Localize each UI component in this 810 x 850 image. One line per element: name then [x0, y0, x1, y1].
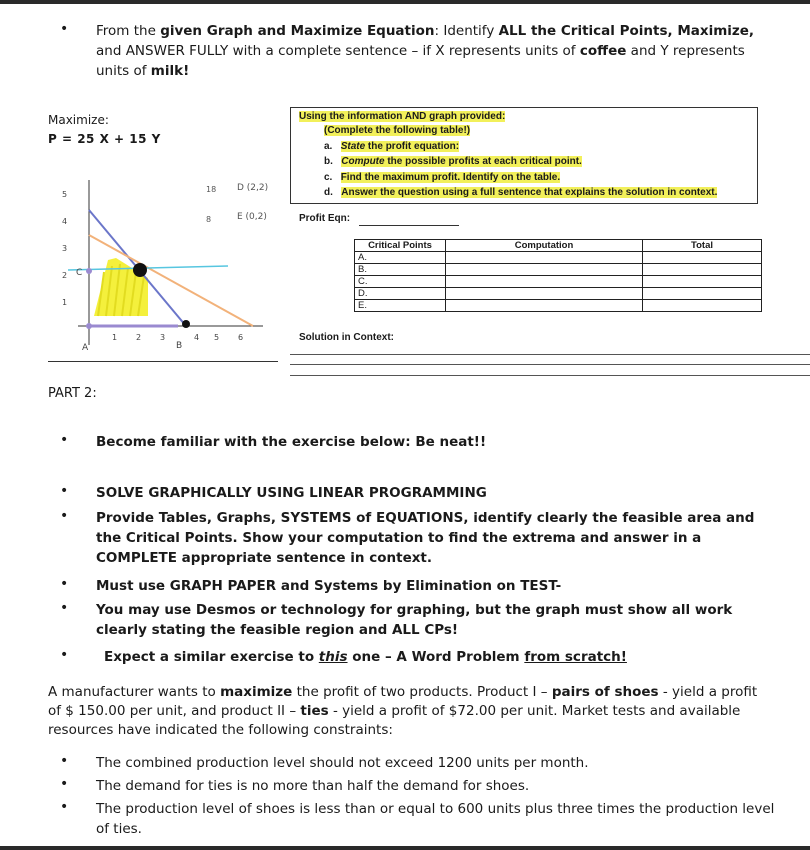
table-cell[interactable]: [446, 276, 643, 288]
column-header: Total: [643, 240, 762, 252]
x-tick: 6: [238, 333, 244, 342]
row-label: A.: [355, 252, 446, 264]
instructions-subtitle: (Complete the following table!): [324, 125, 471, 136]
x-tick: 5: [214, 333, 220, 342]
bullet: •: [60, 799, 69, 815]
y-tick: 3: [62, 244, 68, 253]
table-header-row: [355, 240, 762, 252]
y-tick: 4: [62, 217, 68, 226]
y-tick: 2: [62, 271, 68, 280]
column-header: Critical Points: [355, 240, 446, 252]
intro-text: : Identify: [434, 23, 499, 39]
x-tick: 3: [160, 333, 166, 342]
column-header: Computation: [446, 240, 643, 252]
table-cell[interactable]: [446, 264, 643, 276]
bullet: •: [60, 776, 69, 792]
graph-note: E (0,2): [237, 212, 267, 222]
bullet: •: [60, 21, 69, 37]
table-cell[interactable]: [643, 288, 762, 300]
graph-mark: 18: [206, 185, 217, 194]
bullet: •: [60, 647, 69, 663]
y-tick: 1: [62, 298, 68, 307]
intro-emphasis: ALL the Critical Points, Maximize,: [498, 23, 755, 39]
answer-line: [290, 354, 810, 355]
part2-heading: PART 2:: [48, 386, 97, 401]
intro-paragraph: [96, 21, 776, 81]
top-border: [0, 0, 810, 4]
row-label: D.: [355, 288, 446, 300]
answer-line: [290, 364, 810, 365]
x-tick: 4: [194, 333, 200, 342]
profit-eqn-blank: [359, 225, 459, 226]
divider: [48, 361, 278, 362]
critical-point: [86, 268, 92, 274]
instruction-d: d. Answer the question using a full sentence that explains the solution in context.: [324, 187, 718, 198]
table-row: [355, 252, 762, 264]
instruction-a: a. State the profit equation:: [324, 141, 460, 152]
intro-emphasis: given Graph and Maximize Equation: [160, 23, 435, 39]
lp-graph: [48, 170, 283, 360]
critical-points-table: [354, 239, 762, 312]
table-row: [355, 264, 762, 276]
table-row: [355, 288, 762, 300]
constraint-item: The combined production level should not exceed 1200 units per month.: [96, 755, 589, 771]
row-label: B.: [355, 264, 446, 276]
table-cell[interactable]: [643, 300, 762, 312]
intro-text: and ANSWER FULLY with a complete sentence – if X represents units of: [96, 43, 580, 59]
bullet: •: [60, 483, 69, 499]
point-label: B: [176, 341, 183, 351]
table-row: [355, 276, 762, 288]
bullet: •: [60, 508, 69, 524]
answer-line: [290, 375, 810, 376]
solution-label: Solution in Context:: [299, 332, 394, 343]
bullet: •: [60, 600, 69, 616]
bullet: •: [60, 753, 69, 769]
table-cell[interactable]: [446, 288, 643, 300]
point-label: A: [82, 343, 89, 353]
table-cell[interactable]: [446, 300, 643, 312]
y-tick: 5: [62, 190, 68, 199]
row-label: E.: [355, 300, 446, 312]
part2-bullet-last: Expect a similar exercise to this one – A Word Problem from scratch!: [104, 649, 627, 665]
part2-bullet: Provide Tables, Graphs, SYSTEMS of EQUATIONS, identify clearly the feasible area and the Critical Points. Show your computation to find the extrema and answer in a COMPLETE appropriate sentence in context.: [96, 510, 755, 566]
intro-text: and Y represents units of: [96, 43, 745, 79]
graph-note: D (2,2): [237, 183, 269, 193]
intro-text: From the: [96, 23, 161, 39]
maximize-label: Maximize:: [48, 113, 109, 127]
part2-bullet: Become familiar with the exercise below: Be neat!!: [96, 434, 487, 450]
table-cell[interactable]: [643, 276, 762, 288]
point-label: C: [76, 268, 83, 278]
part2-bullet: SOLVE GRAPHICALLY USING LINEAR PROGRAMMING: [96, 485, 487, 501]
table-cell[interactable]: [643, 264, 762, 276]
bullet: •: [60, 432, 69, 448]
profit-eqn-label: Profit Eqn:: [299, 213, 351, 224]
table-row: [355, 300, 762, 312]
x-tick: 1: [112, 333, 118, 342]
intro-emphasis: milk!: [150, 63, 190, 79]
table-cell[interactable]: [643, 252, 762, 264]
bottom-border: [0, 846, 810, 850]
part2-bullet: You may use Desmos or technology for graphing, but the graph must show all work clearly stating the feasible region and ALL CPs!: [96, 602, 733, 638]
critical-point: [86, 323, 92, 329]
bullet: •: [60, 576, 69, 592]
constraint-item: The production level of shoes is less than or equal to 600 units plus three times the production level of ties.: [96, 801, 775, 837]
critical-point-large: [133, 263, 147, 277]
constraint-item: The demand for ties is no more than half the demand for shoes.: [96, 778, 530, 794]
x-tick: 2: [136, 333, 142, 342]
critical-point: [182, 320, 190, 328]
word-problem: A manufacturer wants to maximize the profit of two products. Product I – pairs of shoes - yield a profit of $ 150.00 per unit, and product II – ties - yield a profit of $72.00 per unit. Market tests and available resources have indicated the following constraints:: [48, 684, 758, 738]
intro-emphasis: coffee: [579, 43, 627, 59]
table-cell[interactable]: [446, 252, 643, 264]
graph-mark: 8: [206, 215, 212, 224]
instruction-b: b. Compute the possible profits at each critical point.: [324, 156, 582, 167]
part2-bullet: Must use GRAPH PAPER and Systems by Elimination on TEST-: [96, 578, 562, 594]
instruction-c: c. Find the maximum profit. Identify on the table.: [324, 172, 561, 183]
objective-equation: P = 25 X + 15 Y: [48, 132, 161, 146]
row-label: C.: [355, 276, 446, 288]
instructions-title: Using the information AND graph provided:: [299, 111, 506, 122]
